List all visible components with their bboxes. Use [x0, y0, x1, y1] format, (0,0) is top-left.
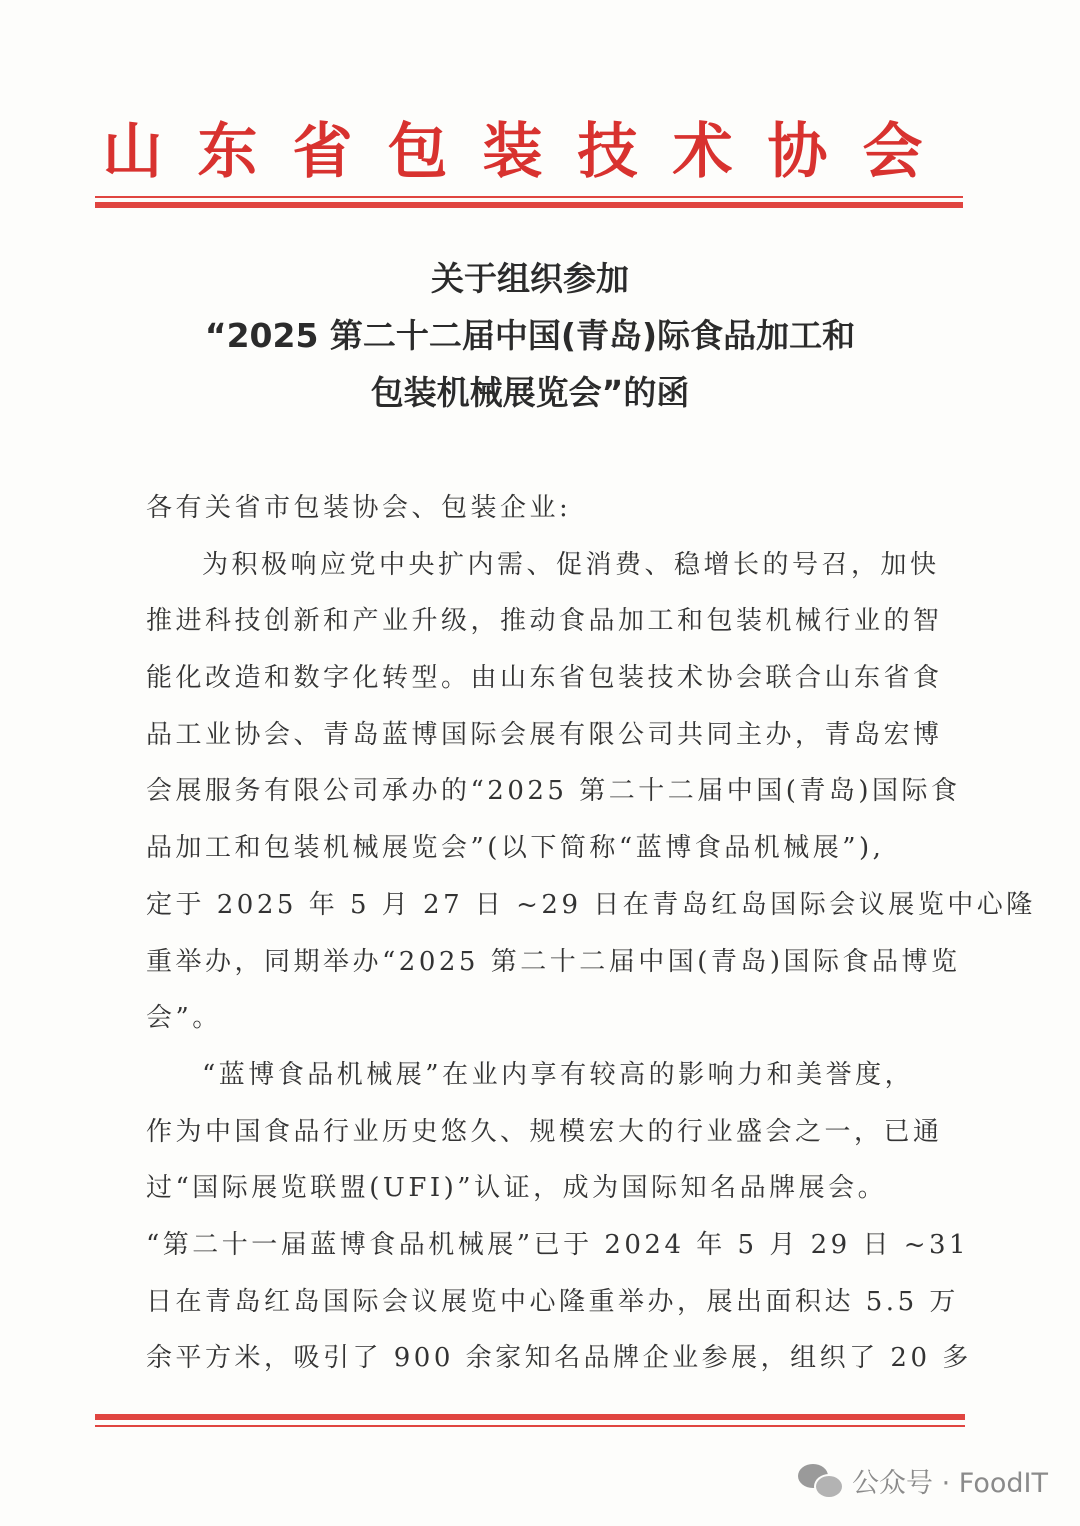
letter-body	[146, 480, 1036, 1387]
footer-rule-thick	[95, 1414, 965, 1420]
wechat-watermark	[798, 1458, 1048, 1502]
body-line: 能化改造和数字化转型。由山东省包装技术协会联合山东省食	[146, 663, 943, 694]
body-line: 推进科技创新和产业升级，推动食品加工和包装机械行业的智	[146, 606, 943, 637]
body-line: 为积极响应党中央扩内需、促消费、稳增长的号召，加快	[202, 549, 940, 580]
body-line: 会展服务有限公司承办的“2025 第二十二届中国(青岛)国际食	[146, 776, 961, 807]
letterhead-rule-thick	[95, 202, 963, 208]
body-line: 会”。	[146, 1003, 222, 1034]
title-line-2: “2025 第二十二届中国(青岛)际食品加工和	[204, 316, 856, 355]
body-line: “蓝博食品机械展”在业内享有较高的影响力和美誉度，	[202, 1059, 915, 1090]
document-title	[95, 250, 965, 421]
body-line: 作为中国食品行业历史悠久、规模宏大的行业盛会之一，已通	[146, 1116, 943, 1147]
salutation: 各有关省市包装协会、包装企业:	[146, 493, 572, 523]
title-line-3: 包装机械展览会”的函	[370, 373, 690, 412]
title-line-1: 关于组织参加	[431, 259, 629, 298]
body-line: 日在青岛红岛国际会议展览中心隆重举办，展出面积达 5.5 万	[146, 1286, 959, 1317]
body-line: 重举办，同期举办“2025 第二十二届中国(青岛)国际食品博览	[146, 946, 961, 977]
body-line: 定于 2025 年 5 月 27 日 ~29 日在青岛红岛国际会议展览中心隆	[146, 889, 1036, 920]
watermark-text: 公众号 · FoodIT	[852, 1467, 1048, 1499]
wechat-icon	[798, 1462, 842, 1498]
body-line: 过“国际展览联盟(UFI)”认证，成为国际知名品牌展会。	[146, 1173, 888, 1204]
body-line: 品加工和包装机械展览会”(以下简称“蓝博食品机械展”),	[146, 833, 885, 864]
body-line: 余平方米，吸引了 900 余家知名品牌企业参展，组织了 20 多	[146, 1343, 972, 1374]
body-line: 品工业协会、青岛蓝博国际会展有限公司共同主办，青岛宏博	[146, 719, 943, 750]
letterhead-org-name: 山东省包装技术协会	[102, 117, 958, 187]
letterhead-rule-thin	[95, 196, 963, 198]
body-line: “第二十一届蓝博食品机械展”已于 2024 年 5 月 29 日 ~31	[146, 1229, 970, 1260]
footer-rule-thin	[95, 1425, 965, 1427]
